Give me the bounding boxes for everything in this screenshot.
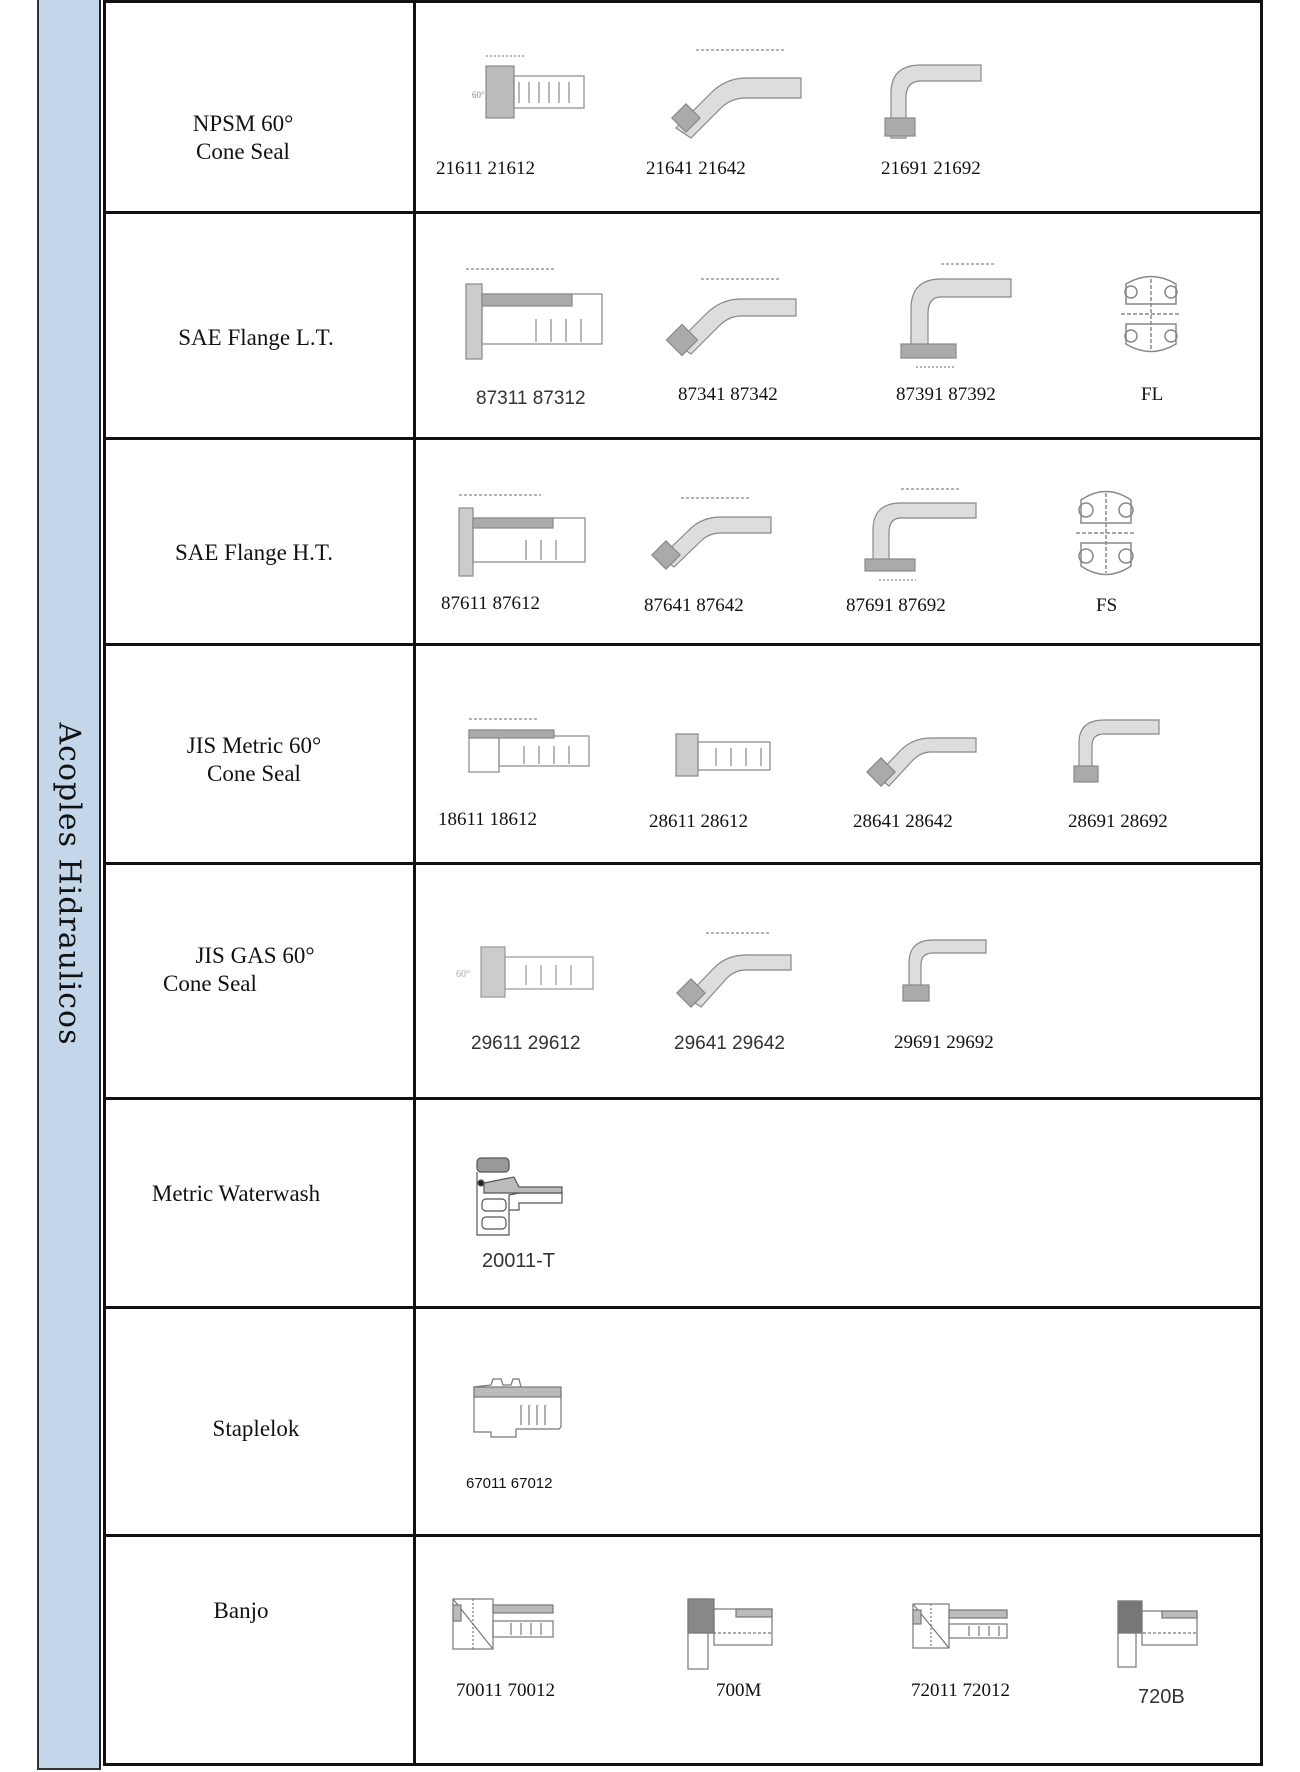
waterwash-fitting-icon (474, 1155, 564, 1240)
part-code: 29641 29642 (674, 1033, 785, 1054)
items-cell (416, 440, 1260, 643)
fitting-item (451, 490, 591, 580)
part-code sans: 87311 87312 (476, 388, 586, 409)
part-code: 72011 72012 (911, 1680, 1011, 1701)
straight-flange-fitting-icon (451, 490, 591, 580)
banjo-fitting-icon (451, 1597, 556, 1652)
items-cell (416, 1100, 1260, 1306)
part-code: 28641 28642 (853, 811, 953, 832)
fitting-item (464, 48, 594, 133)
part-code: 21691 21692 (881, 158, 981, 179)
part-code: 18611 18612 (438, 809, 538, 830)
banjo-fitting-icon (911, 1602, 1011, 1652)
90-degree-flange-fitting-icon (886, 259, 1016, 374)
items-cell (416, 1309, 1260, 1534)
table-row-staplelok (106, 1309, 1260, 1537)
table-row-banjo (106, 1537, 1260, 1763)
fitting-item (1121, 274, 1181, 354)
part-code: 28691 28692 (1068, 811, 1168, 832)
banjo-bolt-fitting-icon (686, 1597, 776, 1672)
staplelok-fitting-icon (471, 1377, 566, 1447)
45-degree-flange-fitting-icon (646, 495, 776, 575)
fitting-item (1064, 708, 1164, 793)
part-code: 87641 87642 (644, 595, 744, 616)
90-degree-elbow-fitting-icon (871, 53, 991, 148)
split-flange-clamp-icon (1121, 274, 1181, 354)
part-code: 20011-T (482, 1250, 556, 1272)
fitting-item (686, 1597, 776, 1672)
fitting-item (454, 716, 594, 791)
category-cell (106, 865, 416, 1097)
part-code: 67011 67012 (466, 1475, 553, 1492)
items-cell (416, 1537, 1260, 1763)
category-label: Staplelok (212, 1416, 300, 1441)
fitting-item (871, 53, 991, 148)
fitting-item (646, 495, 776, 575)
part-code: 29691 29692 (894, 1032, 994, 1053)
part-code: FL (1141, 384, 1164, 405)
straight-flange-fitting-icon (456, 264, 606, 364)
category-label: NPSM 60° Cone Seal (192, 111, 294, 164)
fitting-item (666, 724, 776, 789)
fitting-item (656, 48, 806, 148)
table-row-npsm (106, 3, 1260, 214)
items-cell (416, 646, 1260, 862)
part-code: 28611 28612 (649, 811, 749, 832)
part-code: 29611 29612 (471, 1033, 581, 1054)
sidebar-title: Acoples Hidraulicos (51, 722, 87, 1046)
fitting-item (474, 1155, 564, 1240)
45-degree-elbow-fitting-icon (656, 48, 806, 148)
90-degree-elbow-fitting-icon (891, 925, 991, 1015)
fitting-item (456, 264, 606, 364)
banjo-bolt-fitting-icon (1116, 1599, 1201, 1669)
45-degree-elbow-fitting-icon (861, 714, 981, 794)
category-label: Banjo (213, 1598, 269, 1623)
part-code: 87391 87392 (896, 384, 996, 405)
straight-female-swivel-fitting-icon (456, 935, 596, 1015)
table-row-metric-waterwash (106, 1100, 1260, 1309)
straight-female-swivel-fitting-icon (464, 48, 594, 133)
fitting-item (456, 935, 596, 1015)
part-code: 70011 70012 (456, 1680, 556, 1701)
category-cell (106, 3, 416, 211)
category-cell (106, 1309, 416, 1534)
category-label: JIS Metric 60° Cone Seal (186, 733, 322, 786)
45-degree-flange-fitting-icon (661, 274, 801, 364)
svg-text:60°: 60° (472, 90, 485, 100)
fitting-item (471, 1377, 566, 1447)
part-code: 21641 21642 (646, 158, 746, 179)
part-code: 87341 87342 (678, 384, 778, 405)
straight-female-swivel-fitting-icon (666, 724, 776, 789)
part-code: 720B (1138, 1686, 1185, 1708)
fitting-item (891, 925, 991, 1015)
90-degree-flange-fitting-icon (851, 485, 981, 585)
fitting-item (886, 259, 1016, 374)
part-code: 700M (716, 1680, 762, 1701)
items-cell (416, 3, 1260, 211)
straight-male-fitting-icon (454, 716, 594, 791)
fitting-item (861, 714, 981, 794)
table-row-sae-ht (106, 440, 1260, 646)
part-code: 87611 87612 (441, 593, 541, 614)
svg-text:60°: 60° (456, 969, 470, 980)
category-cell (106, 1537, 416, 1763)
fitting-item (851, 485, 981, 585)
part-code: 21611 21612 (436, 158, 536, 179)
items-cell (416, 865, 1260, 1097)
fitting-item (661, 274, 801, 364)
90-degree-elbow-fitting-icon (1064, 708, 1164, 793)
split-flange-clamp-icon (1076, 488, 1136, 578)
fitting-item (911, 1602, 1011, 1652)
fittings-table (103, 0, 1263, 1766)
category-label: Metric Waterwash (151, 1181, 321, 1206)
category-label: JIS GAS 60° Cone Seal (163, 943, 315, 996)
items-cell (416, 214, 1260, 437)
category-label: SAE Flange H.T. (174, 540, 333, 565)
45-degree-elbow-fitting-icon (671, 925, 796, 1020)
category-cell (106, 214, 416, 437)
category-cell (106, 646, 416, 862)
table-row-jis-metric (106, 646, 1260, 865)
part-code: 87691 87692 (846, 595, 946, 616)
category-cell (106, 440, 416, 643)
fitting-item (451, 1597, 556, 1652)
sidebar (37, 0, 101, 1770)
part-code: FS (1096, 595, 1118, 616)
table-row-jis-gas (106, 865, 1260, 1100)
fitting-item (1116, 1599, 1201, 1669)
table-row-sae-lt (106, 214, 1260, 440)
category-cell (106, 1100, 416, 1306)
fitting-item (671, 925, 796, 1020)
category-label: SAE Flange L.T. (178, 325, 334, 350)
fitting-item (1076, 488, 1136, 578)
